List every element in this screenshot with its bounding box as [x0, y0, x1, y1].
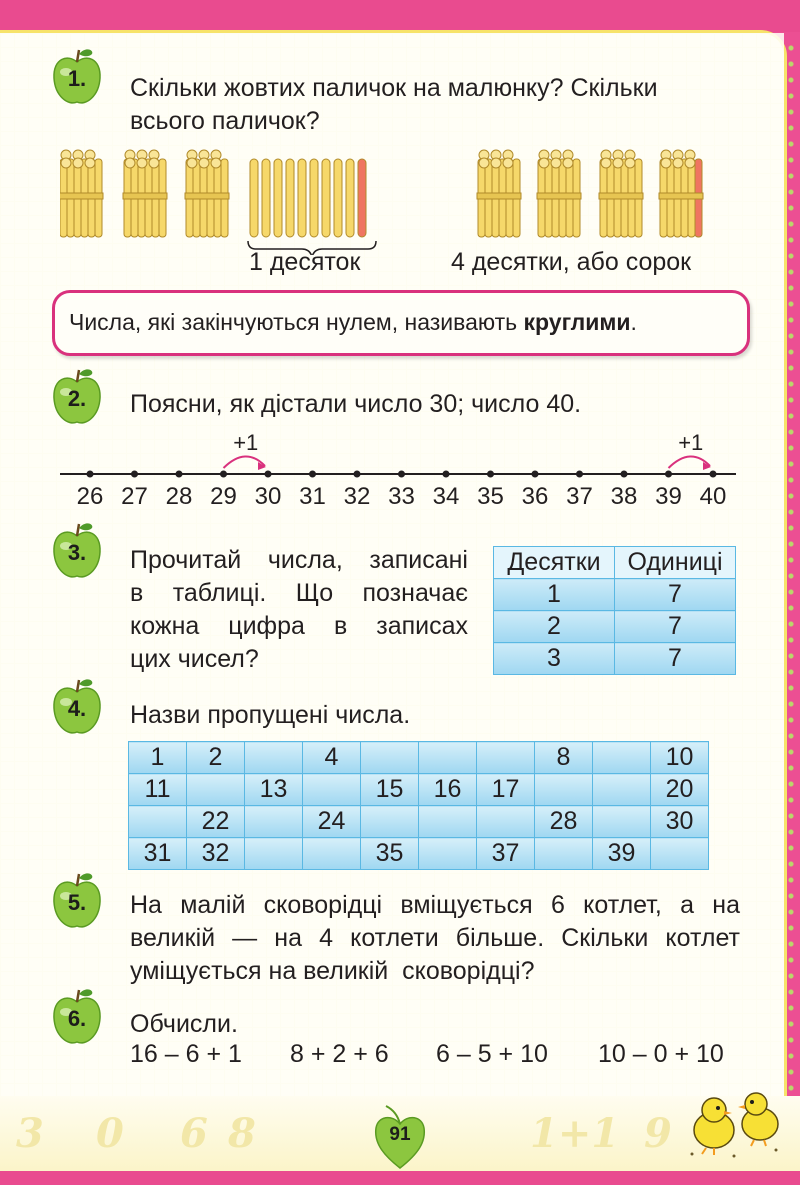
- text-line: Прочитай числа, записані: [130, 546, 468, 574]
- table-cell: 2: [494, 611, 615, 643]
- table-cell: [361, 742, 419, 774]
- number-line-point: [265, 471, 272, 478]
- number-line-point: [220, 471, 227, 478]
- table-cell: [187, 774, 245, 806]
- text-line: Скільки жовтих паличок на малюнку? Скільки: [130, 74, 658, 102]
- rule-text: [69, 309, 637, 336]
- table-cell: 32: [187, 838, 245, 870]
- table-cell: [593, 774, 651, 806]
- table-cell: 15: [361, 774, 419, 806]
- stick-bundle: [537, 150, 581, 237]
- number-line-label: 29: [210, 483, 237, 510]
- table-row: [129, 838, 709, 870]
- rule-bold-term: круглими: [523, 309, 631, 335]
- number-line-label: 39: [655, 483, 682, 510]
- page-number-badge: [372, 1104, 428, 1170]
- expression: 16 – 6 + 1: [130, 1040, 242, 1068]
- task-number: 5.: [67, 890, 87, 915]
- table-cell: 1: [129, 742, 187, 774]
- number-line-point: [443, 471, 450, 478]
- pink-frame-top: [0, 0, 800, 32]
- table-cell: 20: [651, 774, 709, 806]
- number-line-point: [354, 471, 361, 478]
- task-1-apple-icon: [48, 46, 106, 108]
- table-cell: 8: [535, 742, 593, 774]
- stick-bundle: [185, 150, 229, 237]
- table-cell: 2: [187, 742, 245, 774]
- number-line-label: 32: [343, 483, 371, 510]
- stick-bundle: [599, 150, 643, 237]
- footer-decoration: 3: [16, 1110, 44, 1157]
- number-line-label: 33: [388, 483, 415, 510]
- task-2-text: Поясни, як дістали число 30; число 40.: [130, 390, 582, 418]
- table-row: [129, 774, 709, 806]
- table-cell: [245, 806, 303, 838]
- number-line-label: 26: [76, 483, 104, 510]
- stick-bundle: [477, 150, 521, 237]
- table-cell: 22: [187, 806, 245, 838]
- table-header: Десятки: [494, 547, 615, 579]
- rule-box: [52, 290, 750, 356]
- one-ten-caption: 1 десяток: [249, 248, 361, 276]
- table-header: Одиниці: [615, 547, 736, 579]
- table-cell: 7: [615, 579, 736, 611]
- number-line-label: 37: [566, 483, 593, 510]
- loose-sticks: [250, 159, 366, 237]
- footer-decoration: 1+1: [530, 1110, 620, 1157]
- task-4-text: Назви пропущені числа.: [130, 701, 411, 729]
- text-line: уміщується на великій сковорідці?: [130, 957, 535, 985]
- tens-units-table: [493, 546, 736, 675]
- number-line-label: 34: [432, 483, 460, 510]
- table-cell: [593, 742, 651, 774]
- table-cell: 16: [419, 774, 477, 806]
- number-line-label: 36: [521, 483, 549, 510]
- table-cell: 24: [303, 806, 361, 838]
- task-number: 4.: [67, 696, 87, 721]
- table-cell: [419, 806, 477, 838]
- table-cell: [303, 838, 361, 870]
- number-line-point: [621, 471, 628, 478]
- task-number: 6.: [67, 1006, 87, 1031]
- table-row: [129, 806, 709, 838]
- table-row: [129, 742, 709, 774]
- table-cell: [535, 774, 593, 806]
- text-line: всього паличок?: [130, 107, 320, 135]
- table-cell: 28: [535, 806, 593, 838]
- text-line: в таблиці. Що позначає: [130, 579, 468, 607]
- table-cell: [245, 838, 303, 870]
- table-cell: 39: [593, 838, 651, 870]
- footer-decoration: 0: [96, 1110, 124, 1157]
- table-cell: [477, 806, 535, 838]
- footer-decoration: 9: [644, 1110, 672, 1157]
- number-line-point: [398, 471, 405, 478]
- table-cell: 1: [494, 579, 615, 611]
- jump-label: +1: [233, 430, 259, 455]
- text-line: великій — на 4 котлети більше. Скільки котлет: [130, 924, 740, 952]
- stick-bundle: [123, 150, 167, 237]
- table-cell: [651, 838, 709, 870]
- rule-text-end: .: [630, 309, 637, 335]
- table-cell: 3: [494, 643, 615, 675]
- table-cell: [361, 806, 419, 838]
- table-cell: 7: [615, 643, 736, 675]
- table-cell: [129, 806, 187, 838]
- number-line-point: [131, 471, 138, 478]
- expression: 6 – 5 + 10: [436, 1040, 548, 1068]
- table-cell: [419, 742, 477, 774]
- footer-decoration: 8: [228, 1110, 256, 1157]
- expression: 10 – 0 + 10: [598, 1040, 724, 1068]
- footer-decoration: 6: [180, 1110, 208, 1157]
- number-line-point: [576, 471, 583, 478]
- number-line-label: 38: [610, 483, 638, 510]
- four-tens-caption: 4 десятки, або сорок: [451, 248, 692, 276]
- number-line-label: 35: [477, 483, 504, 510]
- table-cell: [477, 742, 535, 774]
- rule-text-start: Числа, які закінчуються нулем, називають: [69, 309, 524, 335]
- table-cell: [303, 774, 361, 806]
- task-3-apple-icon: [48, 520, 106, 582]
- number-line-point: [176, 471, 183, 478]
- counting-sticks-illustration: [60, 145, 740, 255]
- page-number: 91: [389, 1124, 411, 1145]
- stick-bundle: [659, 150, 703, 237]
- task-4-apple-icon: [48, 676, 106, 738]
- expression: 8 + 2 + 6: [290, 1040, 389, 1068]
- number-line-label: 31: [299, 483, 326, 510]
- table-cell: [419, 838, 477, 870]
- number-line: [60, 430, 740, 520]
- table-cell: 17: [477, 774, 535, 806]
- missing-numbers-table: [128, 741, 709, 870]
- task-5-apple-icon: [48, 870, 106, 932]
- pink-frame-bottom: [0, 1171, 800, 1185]
- table-cell: 31: [129, 838, 187, 870]
- chicks-illustration: [684, 1084, 788, 1160]
- number-line-point: [309, 471, 316, 478]
- task-5-text: [130, 889, 740, 988]
- table-cell: [245, 742, 303, 774]
- table-cell: 35: [361, 838, 419, 870]
- number-line-point: [532, 471, 539, 478]
- task-number: 1.: [67, 66, 87, 91]
- task-number: 3.: [67, 540, 87, 565]
- task-3-text: [130, 544, 468, 676]
- jump-label: +1: [678, 430, 704, 455]
- table-cell: 37: [477, 838, 535, 870]
- table-cell: 30: [651, 806, 709, 838]
- number-line-label: 40: [699, 483, 727, 510]
- text-line: На малій сковорідці вміщується 6 котлет, а на: [130, 891, 740, 919]
- green-dot-border: [786, 40, 796, 1100]
- task-1-text: [130, 72, 658, 138]
- number-line-label: 27: [121, 483, 148, 510]
- number-line-point: [487, 471, 494, 478]
- table-cell: 10: [651, 742, 709, 774]
- table-cell: [535, 838, 593, 870]
- text-line: кожна цифра в записах: [130, 612, 468, 640]
- table-cell: 13: [245, 774, 303, 806]
- task-6-text: Обчисли.: [130, 1010, 238, 1038]
- task-number: 2.: [67, 386, 87, 411]
- table-cell: 7: [615, 611, 736, 643]
- number-line-label: 30: [254, 483, 282, 510]
- table-cell: 11: [129, 774, 187, 806]
- number-line-point: [710, 471, 717, 478]
- number-line-point: [87, 471, 94, 478]
- task-6-apple-icon: [48, 986, 106, 1048]
- number-line-label: 28: [165, 483, 193, 510]
- table-cell: 4: [303, 742, 361, 774]
- stick-bundle: [60, 150, 103, 237]
- number-line-point: [665, 471, 672, 478]
- task-2-apple-icon: [48, 366, 106, 428]
- text-line: цих чисел?: [130, 645, 259, 673]
- table-cell: [593, 806, 651, 838]
